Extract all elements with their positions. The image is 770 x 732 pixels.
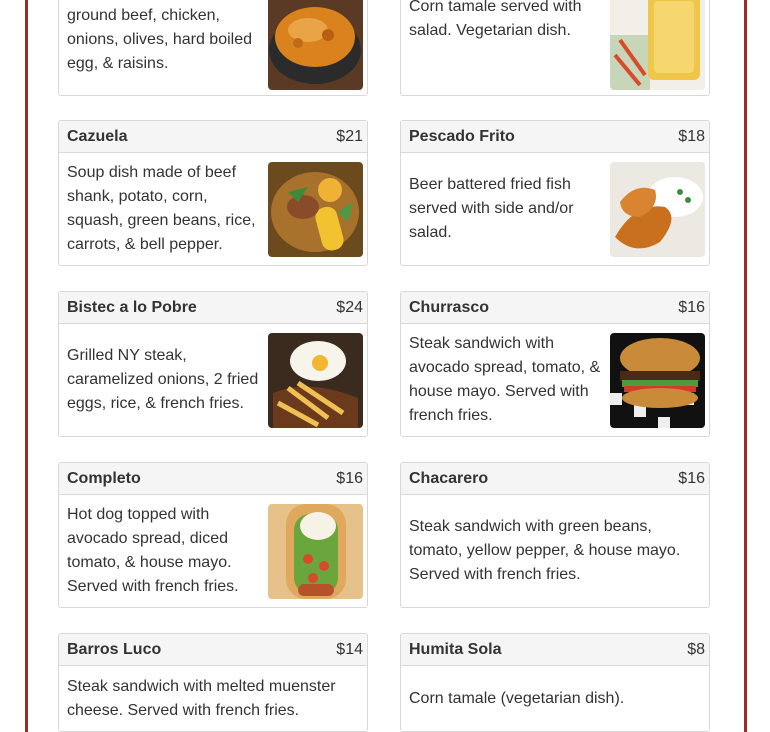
menu-item-header [59,292,367,324]
menu-card-humita-plate [400,0,710,96]
pescado-frito-photo [610,162,705,257]
menu-item-name: Bistec a lo Pobre [67,298,197,316]
menu-item-header [59,463,367,495]
menu-item-name: Pescado Frito [409,127,515,145]
menu-item-name: Barros Luco [67,640,162,658]
menu-item-header [59,121,367,153]
menu-card-chacarero [400,462,710,608]
menu-item-header [401,634,709,666]
menu-item-price: $8 [687,640,705,658]
menu-card-barros-luco [58,633,368,732]
menu-card-cazuela [58,120,368,266]
menu-item-desc: Steak sandwich with melted muenster cheese. Served with french fries. [67,677,336,719]
menu-item-desc: Steak sandwich with avocado spread, tomato, & house mayo. Served with french fries. [409,335,601,424]
menu-item-name: Churrasco [409,298,490,316]
menu-item-desc: Corn tamale served with salad. Vegetarian dish. [409,0,582,39]
cazuela-photo [268,162,363,257]
menu-card-completo [58,462,368,608]
menu-item-header [401,463,709,495]
menu-card-pescado-frito [400,120,710,266]
menu-item-name: Completo [67,469,141,487]
menu-item-price: $18 [678,127,705,145]
menu-item-header [59,634,367,666]
menu-card-pastel [58,0,368,96]
menu-item-desc: Soup dish made of beef shank, potato, corn, squash, green beans, rice, carrots, & bell pepper. [67,164,256,253]
menu-item-name: Humita Sola [409,640,502,658]
menu-item-desc: Steak sandwich with green beans, tomato, yellow pepper, & house mayo. Served with french fries. [409,518,681,583]
menu-item-price: $16 [678,298,705,316]
completo-photo [268,504,363,599]
humita-plate-photo [610,0,705,90]
pastel-de-choclo-photo [268,0,363,90]
menu-card-churrasco [400,291,710,437]
menu-item-price: $24 [336,298,363,316]
menu-item-desc: Grilled NY steak, caramelized onions, 2 fried eggs, rice, & french fries. [67,347,259,412]
menu-item-desc: ground beef, chicken, onions, olives, hard boiled egg, & raisins. [67,7,253,72]
menu-item-desc: Corn tamale (vegetarian dish). [409,689,625,707]
menu-card-bistec [58,291,368,437]
menu-item-header [401,121,709,153]
menu-card-humita-sola [400,633,710,732]
menu-item-header [401,292,709,324]
churrasco-photo [610,333,705,428]
menu-item-desc: Beer battered fried fish served with side and/or salad. [409,176,574,241]
menu-item-price: $21 [336,127,363,145]
menu-item-desc: Hot dog topped with avocado spread, diced tomato, & house mayo. Served with french fries. [67,506,239,595]
menu-item-price: $14 [336,640,363,658]
menu-item-price: $16 [678,469,705,487]
menu-item-name: Chacarero [409,469,489,487]
bistec-photo [268,333,363,428]
menu-item-price: $16 [336,469,363,487]
menu-item-name: Cazuela [67,127,128,145]
